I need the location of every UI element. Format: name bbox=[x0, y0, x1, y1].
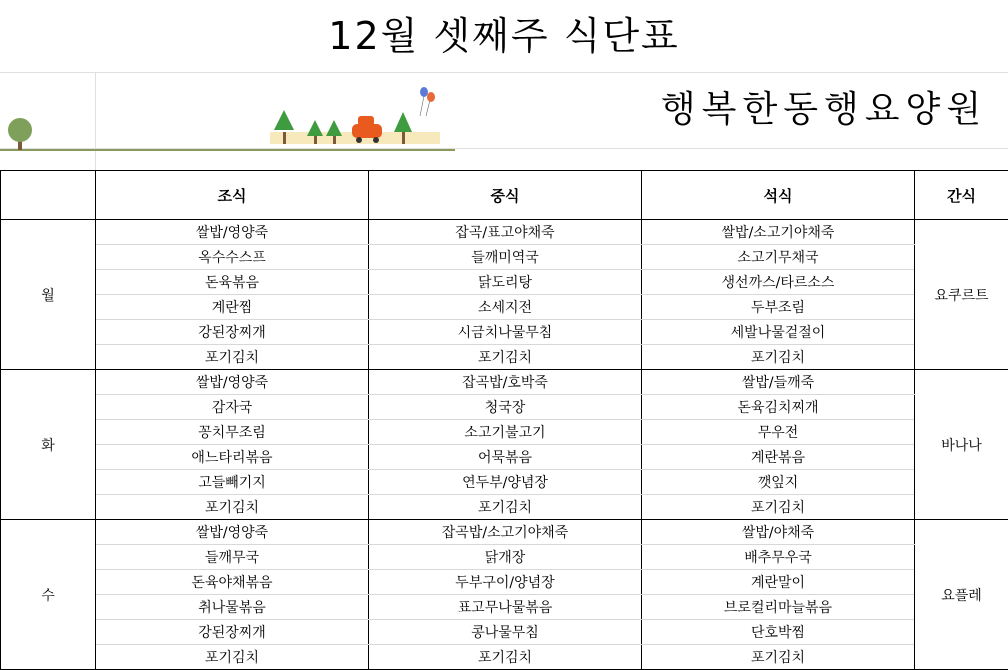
menu-row bbox=[1, 495, 1008, 520]
breakfast-item: 옥수수스프 bbox=[96, 245, 369, 270]
breakfast-item: 강된장찌개 bbox=[96, 620, 369, 645]
lunch-item: 닭개장 bbox=[369, 545, 642, 570]
menu-table bbox=[0, 170, 1008, 670]
menu-row bbox=[1, 595, 1008, 620]
lunch-item: 소고기불고기 bbox=[369, 420, 642, 445]
balloon-icon bbox=[420, 87, 435, 116]
dinner-item: 무우전 bbox=[642, 420, 915, 445]
page-title: 12월 셋째주 식단표 bbox=[0, 0, 1008, 72]
breakfast-item: 계란찜 bbox=[96, 295, 369, 320]
sheet-gridline bbox=[0, 72, 1008, 73]
lunch-item: 잡곡/표고야채죽 bbox=[369, 220, 642, 245]
lunch-item: 포기김치 bbox=[369, 345, 642, 370]
menu-row bbox=[1, 245, 1008, 270]
header-breakfast: 조식 bbox=[96, 171, 369, 220]
dinner-item: 소고기무채국 bbox=[642, 245, 915, 270]
header-snack: 간식 bbox=[915, 171, 1008, 220]
breakfast-item: 강된장찌개 bbox=[96, 320, 369, 345]
breakfast-item: 쌀밥/영양죽 bbox=[96, 220, 369, 245]
dinner-item: 쌀밥/소고기야채죽 bbox=[642, 220, 915, 245]
breakfast-item: 쌀밥/영양죽 bbox=[96, 520, 369, 545]
menu-row bbox=[1, 470, 1008, 495]
lunch-item: 포기김치 bbox=[369, 495, 642, 520]
header-lunch: 중식 bbox=[369, 171, 642, 220]
header-blank bbox=[1, 171, 96, 220]
lunch-item: 소세지전 bbox=[369, 295, 642, 320]
dinner-item: 포기김치 bbox=[642, 645, 915, 670]
dinner-item: 생선까스/타르소스 bbox=[642, 270, 915, 295]
snack-item: 요플레 bbox=[915, 520, 1008, 670]
dinner-item: 포기김치 bbox=[642, 495, 915, 520]
lunch-item: 잡곡밥/호박죽 bbox=[369, 370, 642, 395]
lunch-item: 포기김치 bbox=[369, 645, 642, 670]
breakfast-item: 애느타리볶음 bbox=[96, 445, 369, 470]
snack-item: 요쿠르트 bbox=[915, 220, 1008, 370]
day-label: 수 bbox=[1, 520, 96, 670]
breakfast-item: 고들빼기지 bbox=[96, 470, 369, 495]
breakfast-item: 포기김치 bbox=[96, 345, 369, 370]
lunch-item: 잡곡밥/소고기야채죽 bbox=[369, 520, 642, 545]
menu-row bbox=[1, 545, 1008, 570]
menu-row bbox=[1, 320, 1008, 345]
lunch-item: 표고무나물볶음 bbox=[369, 595, 642, 620]
menu-row bbox=[1, 270, 1008, 295]
decorative-scene-image bbox=[0, 86, 460, 158]
menu-row bbox=[1, 570, 1008, 595]
dinner-item: 계란볶음 bbox=[642, 445, 915, 470]
menu-row bbox=[1, 645, 1008, 670]
menu-row bbox=[1, 445, 1008, 470]
dinner-item: 배추무우국 bbox=[642, 545, 915, 570]
dinner-item: 돈육김치찌개 bbox=[642, 395, 915, 420]
tree-icon bbox=[8, 118, 32, 150]
lunch-item: 두부구이/양념장 bbox=[369, 570, 642, 595]
menu-row bbox=[1, 420, 1008, 445]
lunch-item: 들깨미역국 bbox=[369, 245, 642, 270]
lunch-item: 연두부/양념장 bbox=[369, 470, 642, 495]
dinner-item: 단호박찜 bbox=[642, 620, 915, 645]
menu-row bbox=[1, 520, 1008, 545]
dinner-item: 세발나물겉절이 bbox=[642, 320, 915, 345]
menu-row bbox=[1, 620, 1008, 645]
breakfast-item: 감자국 bbox=[96, 395, 369, 420]
breakfast-item: 포기김치 bbox=[96, 645, 369, 670]
snack-item: 바나나 bbox=[915, 370, 1008, 520]
breakfast-item: 포기김치 bbox=[96, 495, 369, 520]
dinner-item: 깻잎지 bbox=[642, 470, 915, 495]
lunch-item: 시금치나물무침 bbox=[369, 320, 642, 345]
day-label: 월 bbox=[1, 220, 96, 370]
dinner-item: 계란말이 bbox=[642, 570, 915, 595]
header-dinner: 석식 bbox=[642, 171, 915, 220]
breakfast-item: 꽁치무조림 bbox=[96, 420, 369, 445]
breakfast-item: 취나물볶음 bbox=[96, 595, 369, 620]
menu-row bbox=[1, 220, 1008, 245]
day-label: 화 bbox=[1, 370, 96, 520]
dinner-item: 쌀밥/야채죽 bbox=[642, 520, 915, 545]
breakfast-item: 돈육볶음 bbox=[96, 270, 369, 295]
breakfast-item: 들깨무국 bbox=[96, 545, 369, 570]
menu-row bbox=[1, 395, 1008, 420]
lunch-item: 콩나물무침 bbox=[369, 620, 642, 645]
dinner-item: 두부조림 bbox=[642, 295, 915, 320]
dinner-item: 포기김치 bbox=[642, 345, 915, 370]
breakfast-item: 쌀밥/영양죽 bbox=[96, 370, 369, 395]
lunch-item: 닭도리탕 bbox=[369, 270, 642, 295]
dinner-item: 브로컬리마늘볶음 bbox=[642, 595, 915, 620]
header-row bbox=[1, 171, 1008, 220]
menu-row bbox=[1, 370, 1008, 395]
dinner-item: 쌀밥/들깨죽 bbox=[642, 370, 915, 395]
breakfast-item: 돈육야채볶음 bbox=[96, 570, 369, 595]
lunch-item: 어묵볶음 bbox=[369, 445, 642, 470]
menu-row bbox=[1, 295, 1008, 320]
organization-name: 행복한동행요양원 bbox=[640, 80, 1008, 140]
lunch-item: 청국장 bbox=[369, 395, 642, 420]
menu-row bbox=[1, 345, 1008, 370]
